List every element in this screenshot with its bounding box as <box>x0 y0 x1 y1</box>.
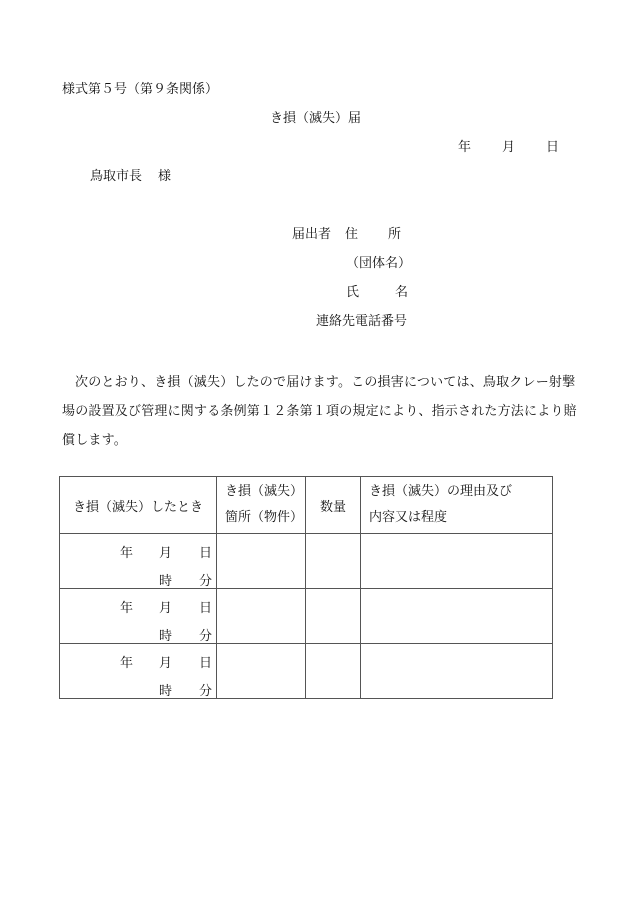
reason-cell[interactable] <box>361 589 553 644</box>
form-number: 様式第５号（第９条関係） <box>62 82 219 97</box>
date-year-label: 年 <box>458 140 472 155</box>
table-row <box>60 589 553 644</box>
day-label: 日 <box>199 601 213 616</box>
hour-label: 時 <box>159 629 173 644</box>
location-cell[interactable] <box>217 589 306 644</box>
header-location <box>217 477 306 534</box>
header-reason <box>361 477 553 534</box>
header-quantity: 数量 <box>306 477 361 534</box>
applicant-label: 届出者 <box>292 227 332 242</box>
table-row <box>60 534 553 589</box>
applicant-address-label <box>345 228 401 241</box>
location-cell[interactable] <box>217 534 306 589</box>
addressee-honorific: 様 <box>158 169 172 184</box>
datetime-cell[interactable] <box>60 589 217 644</box>
document-title: き損（滅失）届 <box>270 111 362 126</box>
month-label: 月 <box>159 656 173 671</box>
header-reason-line-2: 内容又は程度 <box>369 510 448 525</box>
quantity-cell[interactable] <box>306 589 361 644</box>
header-reason-line-1: き損（滅失）の理由及び <box>369 484 513 499</box>
quantity-cell[interactable] <box>306 644 361 699</box>
month-label: 月 <box>159 601 173 616</box>
damage-table <box>59 476 553 699</box>
name-char-2: 名 <box>395 285 409 300</box>
location-cell[interactable] <box>217 644 306 699</box>
addressee <box>90 170 171 183</box>
minute-label: 分 <box>199 684 213 699</box>
address-char-1: 住 <box>345 227 359 242</box>
quantity-cell[interactable] <box>306 534 361 589</box>
day-label: 日 <box>199 546 213 561</box>
applicant-name-label <box>346 286 408 299</box>
day-label: 日 <box>199 656 213 671</box>
applicant-phone-label: 連絡先電話番号 <box>316 314 408 329</box>
datetime-cell[interactable] <box>60 644 217 699</box>
table-row <box>60 644 553 699</box>
name-char-1: 氏 <box>346 285 360 300</box>
table-header-row <box>60 477 553 534</box>
applicant-group-label: （団体名） <box>346 256 412 271</box>
header-when: き損（滅失）したとき <box>60 477 217 534</box>
minute-label: 分 <box>199 574 213 589</box>
date-month-label: 月 <box>502 140 516 155</box>
datetime-cell[interactable] <box>60 534 217 589</box>
year-label: 年 <box>120 656 134 671</box>
reason-cell[interactable] <box>361 644 553 699</box>
address-char-2: 所 <box>388 227 402 242</box>
body-paragraph: 次のとおり、き損（滅失）したので届けます。この損害については、鳥取クレー射撃場の設置及び管理に関する条例第１２条第１項の規定により、指示された方法により賠償します。 <box>62 375 577 448</box>
hour-label: 時 <box>159 574 173 589</box>
addressee-name: 鳥取市長 <box>90 169 143 184</box>
year-label: 年 <box>120 601 134 616</box>
date-day-label: 日 <box>546 140 560 155</box>
header-location-line-2: 箇所（物件） <box>225 510 304 525</box>
reason-cell[interactable] <box>361 534 553 589</box>
minute-label: 分 <box>199 629 213 644</box>
header-location-line-1: き損（滅失） <box>225 484 304 499</box>
year-label: 年 <box>120 546 134 561</box>
month-label: 月 <box>159 546 173 561</box>
hour-label: 時 <box>159 684 173 699</box>
date-line <box>458 141 559 154</box>
